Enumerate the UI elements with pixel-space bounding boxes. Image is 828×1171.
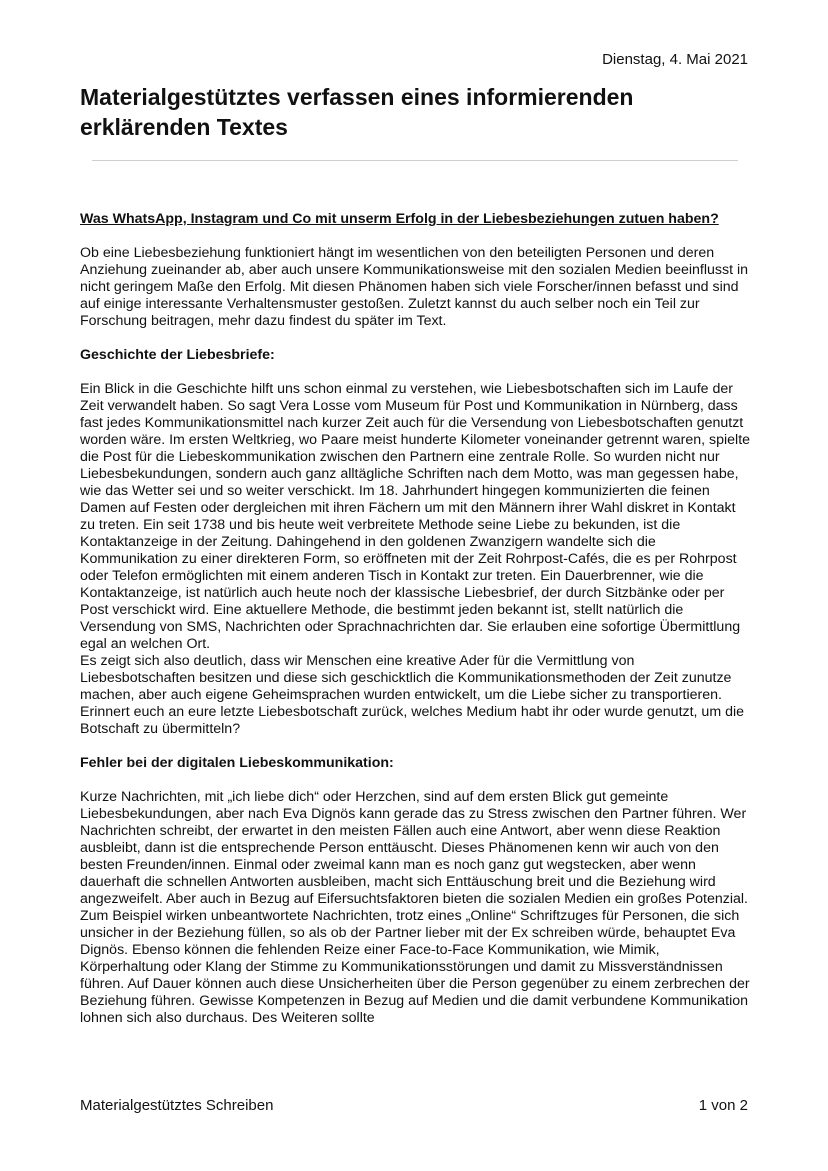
section-heading-errors: Fehler bei der digitalen Liebeskommunikation: (80, 755, 394, 771)
history-paragraph: Ein Blick in die Geschichte hilft uns schon einmal zu verstehen, wie Liebesbotschaften sich im Laufe der Zeit verwandelt haben. So sagt Vera Losse vom Museum für Post und Kommunikation in Nürnberg, dass fast jedes Kommunikationsmittel nach kurzer Zeit auch für die Versendung von Liebesbotschaften genutzt worden wäre. Im ersten Weltkrieg, wo Paare meist hunderte Kilometer voneinander getrennt waren, spielte die Post für die Liebeskommunikation zwischen den Partnern eine zentrale Rolle. So wurden nicht nur Liebesbekundungen, sondern auch ganz alltägliche Schriften nach dem Motto, was man gegessen habe, wie das Wetter sei und so weiter verschickt. Im 18. Jahrhundert hingegen kommunizierten die feinen Damen auf Festen oder dergleichen mit ihren Fächern um mit den Männern ihrer Wahl diskret in Kontakt zu treten. Ein seit 1738 und bis heute weit verbreitete Methode seine Liebe zu bekunden, ist die Kontaktanzeige in der Zeitung. Dahingehend in den goldenen Zwanzigern wandelte sich die Kommunikation zu einer direkteren Form, so eröffneten mit der Zeit Rohrpost-Cafés, die es per Rohrpost oder Telefon ermöglichten mit einem anderen Tisch in Kontakt zur treten. Ein Dauerbrenner, wie die Kontaktanzeige, ist natürlich auch heute noch der klassische Liebesbrief, der durch Sitzbänke oder per Post verschickt wird. Eine aktuellere Methode, die bestimmt jeden bekannt ist, stellt natürlich die Versendung von SMS, Nachrichten oder Sprachnachrichten dar. Sie erlauben eine sofortige Übermittlung egal an welchen Ort. (80, 381, 751, 652)
document-body (80, 211, 752, 1044)
intro-paragraph: Ob eine Liebesbeziehung funktioniert hängt im wesentlichen von den beteiligten Personen und deren Anziehung zueinander ab, aber auch unsere Kommunikationsweise mit den sozialen Medien beeinflusst in nicht geringem Maße den Erfolg. Mit diesen Phänomen haben sich viele Forscher/innen befasst und sind auf einige interessante Verhaltensmuster gestoßen. Zuletzt kannst du auch selber noch ein Teil zur Forschung beitragen, mehr dazu findest du später im Text. (80, 245, 749, 329)
history-paragraph: Es zeigt sich also deutlich, dass wir Menschen eine kreative Ader für die Vermittlung von Liebesbotschaften besitzen und diese sich geschicktlich die Kommunikationsmethoden der Zeit zunutze machen, aber auch eigene Geheimsprachen wurden entwickelt, um die Liebe sicher zu transportieren. (80, 653, 732, 703)
document-title: Materialgestütztes verfassen eines informierenden erklärenden Textes (80, 84, 634, 140)
title-divider (92, 160, 738, 161)
article-title: Was WhatsApp, Instagram und Co mit unserm Erfolg in der Liebesbeziehungen zutuen haben? (80, 211, 719, 227)
footer-title: Materialgestütztes Schreiben (80, 1097, 274, 1114)
page-number: 1 von 2 (698, 1097, 748, 1114)
section-heading-history: Geschichte der Liebesbriefe: (80, 347, 275, 363)
history-question-paragraph: Erinnert euch an eure letzte Liebesbotschaft zurück, welches Medium habt ihr oder wurde genutzt, um die Botschaft zu übermitteln? (80, 704, 745, 737)
errors-paragraph: Kurze Nachrichten, mit „ich liebe dich“ oder Herzchen, sind auf dem ersten Blick gut gemeinte Liebesbekundungen, aber nach Eva Dignös kann gerade das zu Stress zwischen den Partner führen. Wer Nachrichten schreibt, der erwartet in den meisten Fällen auch eine Antwort, aber wenn diese Reaktion ausbleibt, dann ist die entsprechende Person enttäuscht. Dieses Phänomenen kenn wir auch von den besten Freunden/innen. Einmal oder zweimal kann man es noch ganz gut wegstecken, aber wenn dauerhaft die schnellen Antworten ausbleiben, macht sich Enttäuschung breit und die Beziehung wird angezweifelt. Aber auch in Bezug auf Eifersuchtsfaktoren bieten die sozialen Medien ein großes Potenzial. Zum Beispiel wirken unbeantwortete Nachrichten, trotz eines „Online“ Schriftzuges für Personen, die sich unsicher in der Beziehung füllen, so als ob der Partner lieber mit der Ex schreiben würde, behauptet Eva Dignös. Ebenso können die fehlenden Reize einer Face-to-Face Kommunikation, wie Mimik, Körperhaltung oder Klang der Stimme zu Kommunikationsstörungen und damit zu Missverständnissen führen. Auf Dauer können auch diese Unsicherheiten über die Person gegenüber zu einem zerbrechen der Beziehung führen. Gewisse Kompetenzen in Bezug auf Medien und die damit verbundene Kommunikation lohnen sich also durchaus. Des Weiteren sollte (80, 789, 750, 1026)
document-date: Dienstag, 4. Mai 2021 (602, 51, 748, 68)
